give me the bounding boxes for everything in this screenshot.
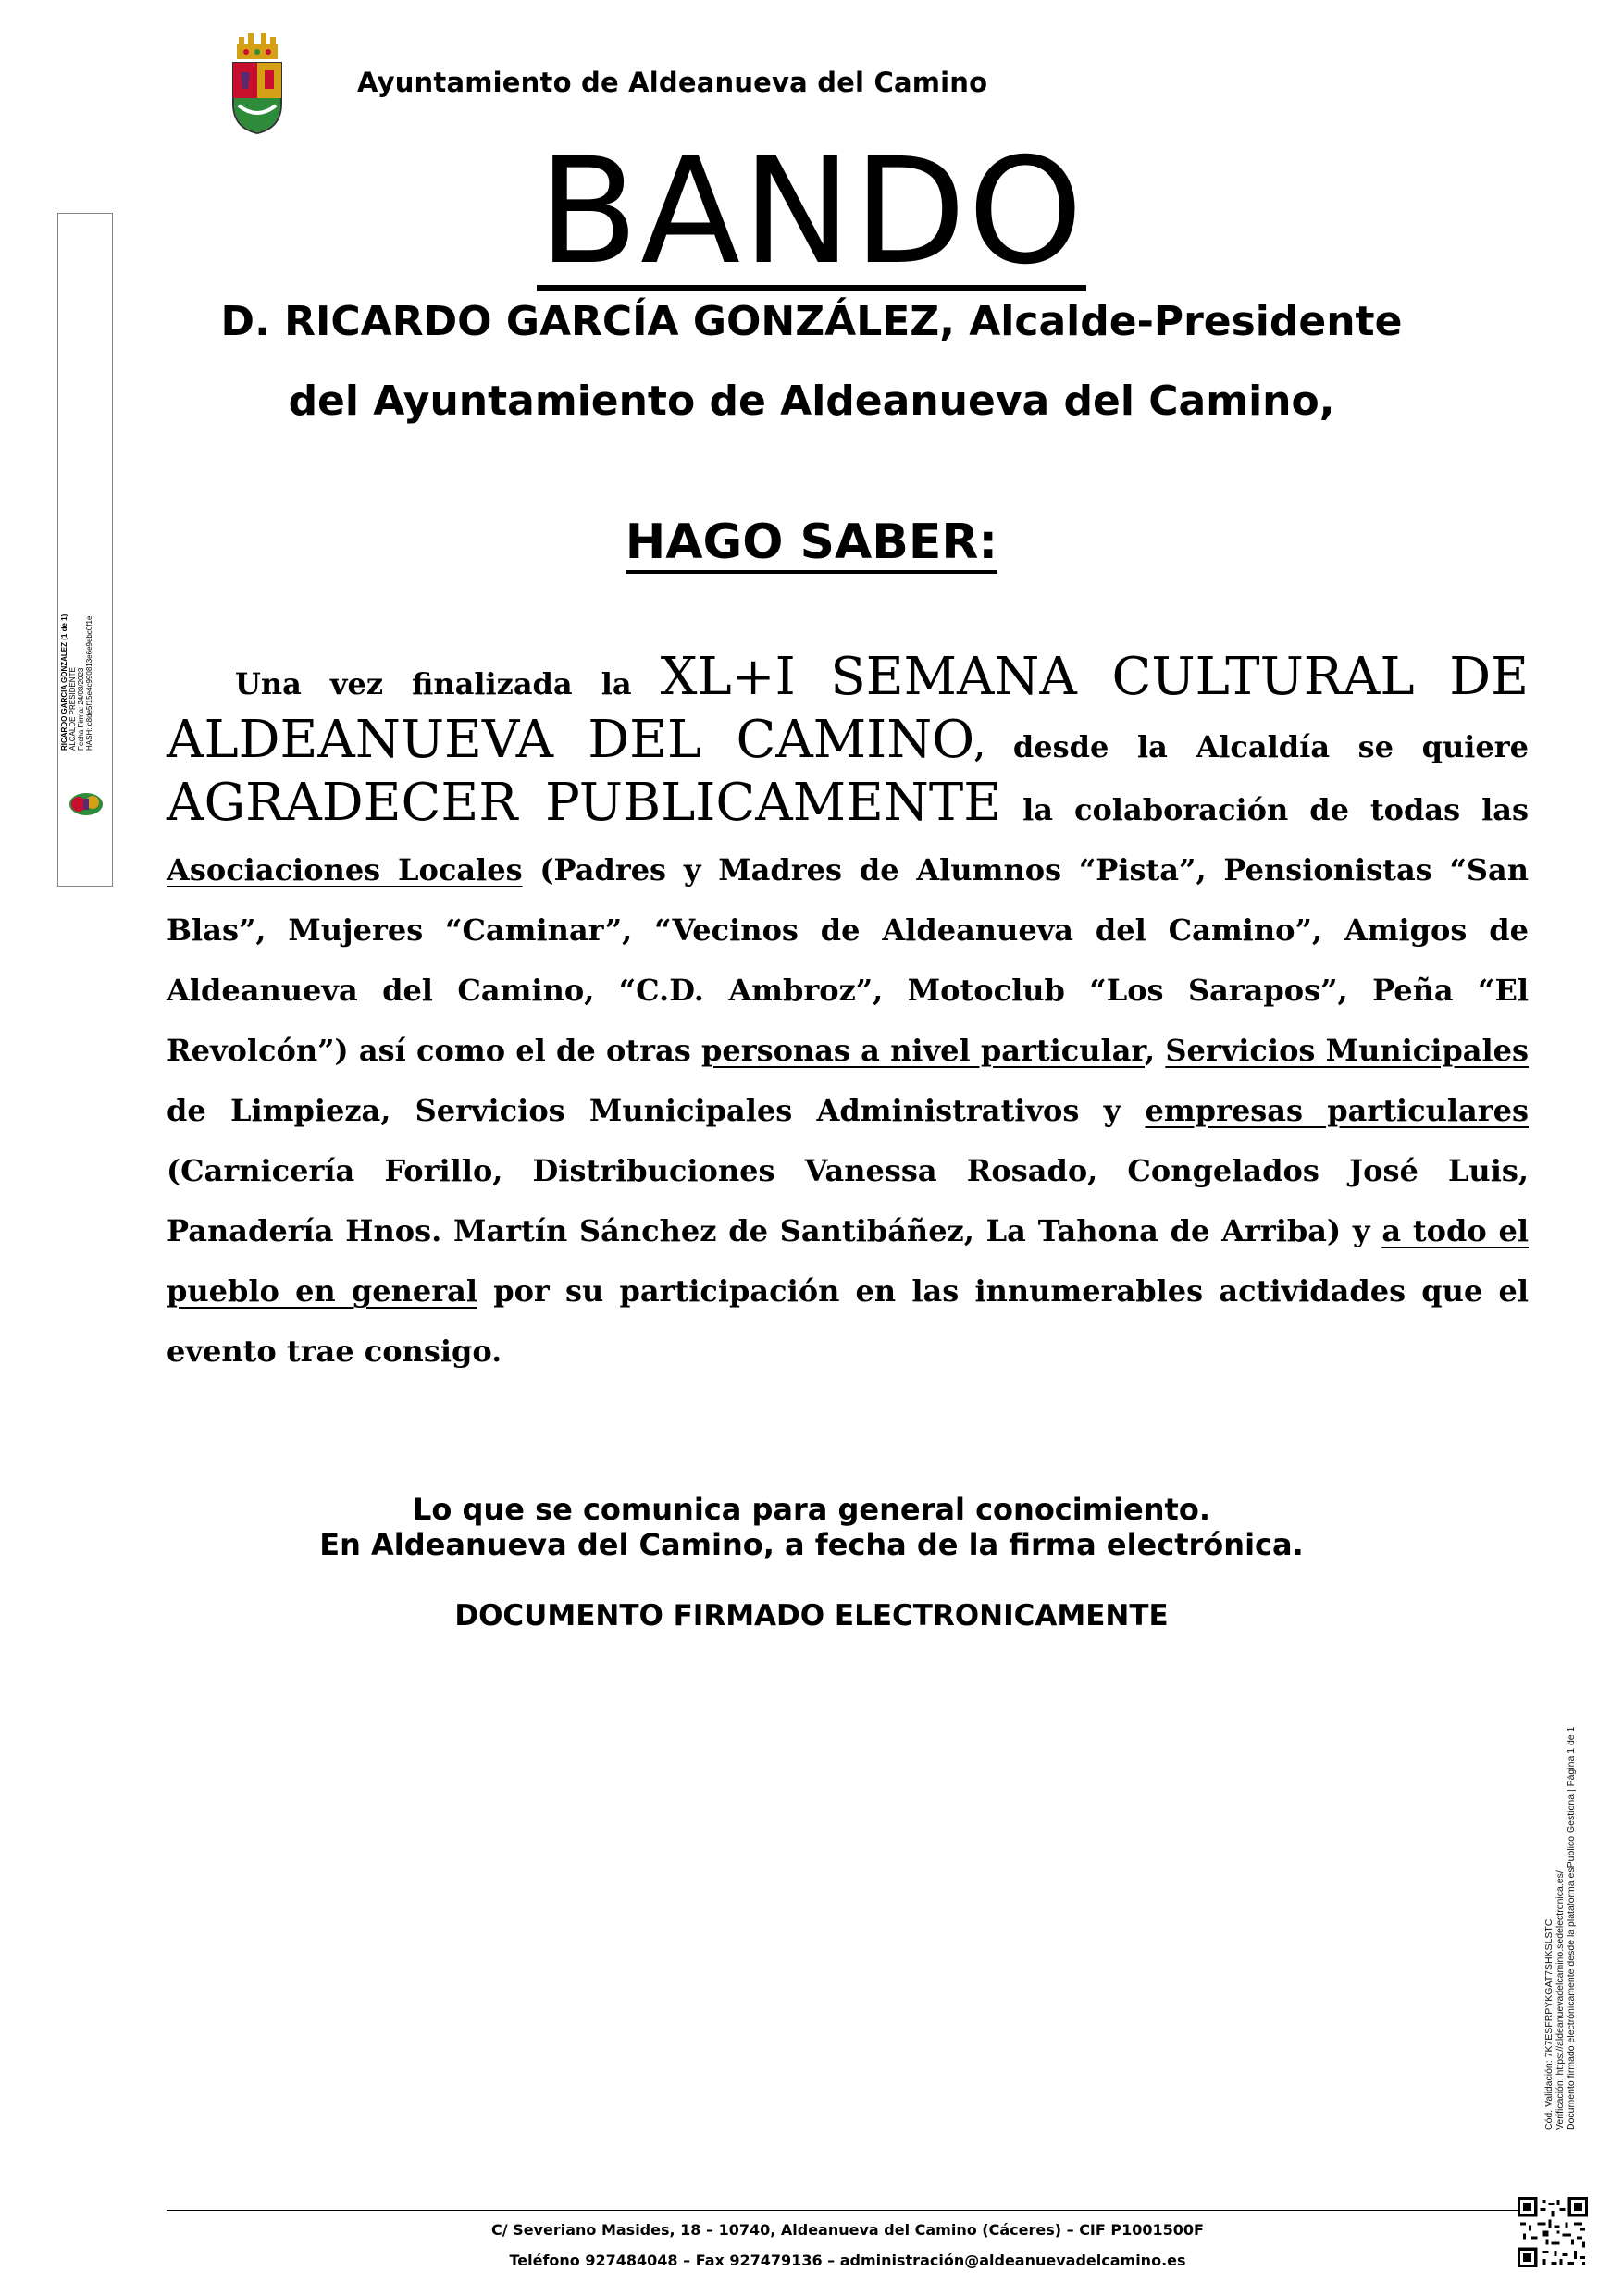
thanks-phrase: AGRADECER PUBLICAMENTE bbox=[167, 773, 1002, 833]
body-text-7: (Carnicería Forillo, Distribuciones Vanessa Rosado, Congelados José Luis, Panadería Hnos. Martín Sánchez de Santibáñez, La Tahona de Arriba) y bbox=[167, 1153, 1529, 1248]
mayor-line-2: del Ayuntamiento de Aldeanueva del Camino, bbox=[288, 378, 1335, 425]
footer-contact: Teléfono 927484048 – Fax 927479136 – administración@aldeanuevadelcamino.es bbox=[509, 2252, 1186, 2269]
footer-divider bbox=[167, 2210, 1529, 2211]
signature-crest-icon bbox=[68, 786, 105, 823]
signature-line-1: RICARDO GARCIA GONZALEZ (1 de 1) bbox=[60, 614, 68, 751]
validation-line-1: Cód. Validación: 7K7ESFRPYKGAT7SHKSLSTC bbox=[1543, 1918, 1555, 2130]
signature-strip bbox=[57, 213, 113, 887]
body-text-1: Una vez finalizada la bbox=[235, 666, 632, 701]
companies-phrase: empresas particulares bbox=[1145, 1093, 1530, 1128]
signature-line-4: HASH: c8de5f15e4c990813e6e9ebc0f1e bbox=[85, 615, 93, 751]
qr-code-icon bbox=[1518, 2197, 1588, 2267]
validation-line-3: Documento firmado electrónicamente desde la plataforma esPublico Gestiona | Página 1 de 1 bbox=[1566, 1726, 1577, 2130]
body-text-8: por su participación en las innumerables actividades que el evento trae consigo. bbox=[167, 1273, 1530, 1369]
closing-line-1: Lo que se comunica para general conocimiento. bbox=[413, 1492, 1210, 1527]
header-title: Ayuntamiento de Aldeanueva del Camino bbox=[357, 67, 988, 98]
hago-saber-text: HAGO SABER: bbox=[626, 515, 997, 574]
event-name: XL+I SEMANA CULTURAL DE ALDEANUEVA DEL CAMINO bbox=[167, 647, 1530, 770]
mayor-line-1: D. RICARDO GARCÍA GONZÁLEZ, Alcalde-Presidente bbox=[220, 298, 1403, 345]
municipal-crest-icon bbox=[228, 31, 287, 135]
body-text-4: (Padres y Madres de Alumnos “Pista”, Pensionistas “San Blas”, Mujeres “Caminar”, “Vecinos de Aldeanueva del Camino”, Amigos de Aldeanueva del Camino, “C.D. Ambroz”, Motoclub “Los Sarapos”, Peña “El Revolcón”) así como el de otras bbox=[167, 852, 1529, 1068]
body-text-2: , desde la Alcaldía se quiere bbox=[974, 729, 1529, 764]
body-text-5: , bbox=[1144, 1033, 1156, 1068]
signature-line-3: Fecha Firma: 24/08/2023 bbox=[77, 667, 85, 751]
footer-address: C/ Severiano Masides, 18 – 10740, Aldeanueva del Camino (Cáceres) – CIF P1001500F bbox=[491, 2221, 1204, 2239]
body-text-3: la colaboración de todas las bbox=[1022, 792, 1530, 827]
document-title bbox=[0, 127, 1623, 297]
validation-line-2: Verificación: https://aldeanuevadelcamino.sedelectronica.es/ bbox=[1555, 1870, 1566, 2130]
document-title-text: BANDO bbox=[538, 127, 1085, 297]
signed-notice: DOCUMENTO FIRMADO ELECTRONICAMENTE bbox=[454, 1599, 1169, 1632]
body-text-6: de Limpieza, Servicios Municipales Administrativos y bbox=[167, 1093, 1121, 1128]
associations-phrase: Asociaciones Locales bbox=[167, 852, 523, 887]
services-phrase: Servicios Municipales bbox=[1165, 1033, 1530, 1068]
closing-line-2: En Aldeanueva del Camino, a fecha de la firma electrónica. bbox=[319, 1527, 1304, 1562]
bando-body bbox=[167, 647, 1530, 1382]
persons-phrase: personas a nivel particular bbox=[700, 1033, 1145, 1068]
signature-line-2: ALCALDE PRESIDENTE bbox=[68, 667, 77, 751]
hago-saber-heading bbox=[0, 515, 1623, 570]
people-phrase: a todo el pueblo en general bbox=[167, 1213, 1530, 1309]
validation-text-block bbox=[1543, 1726, 1590, 2131]
